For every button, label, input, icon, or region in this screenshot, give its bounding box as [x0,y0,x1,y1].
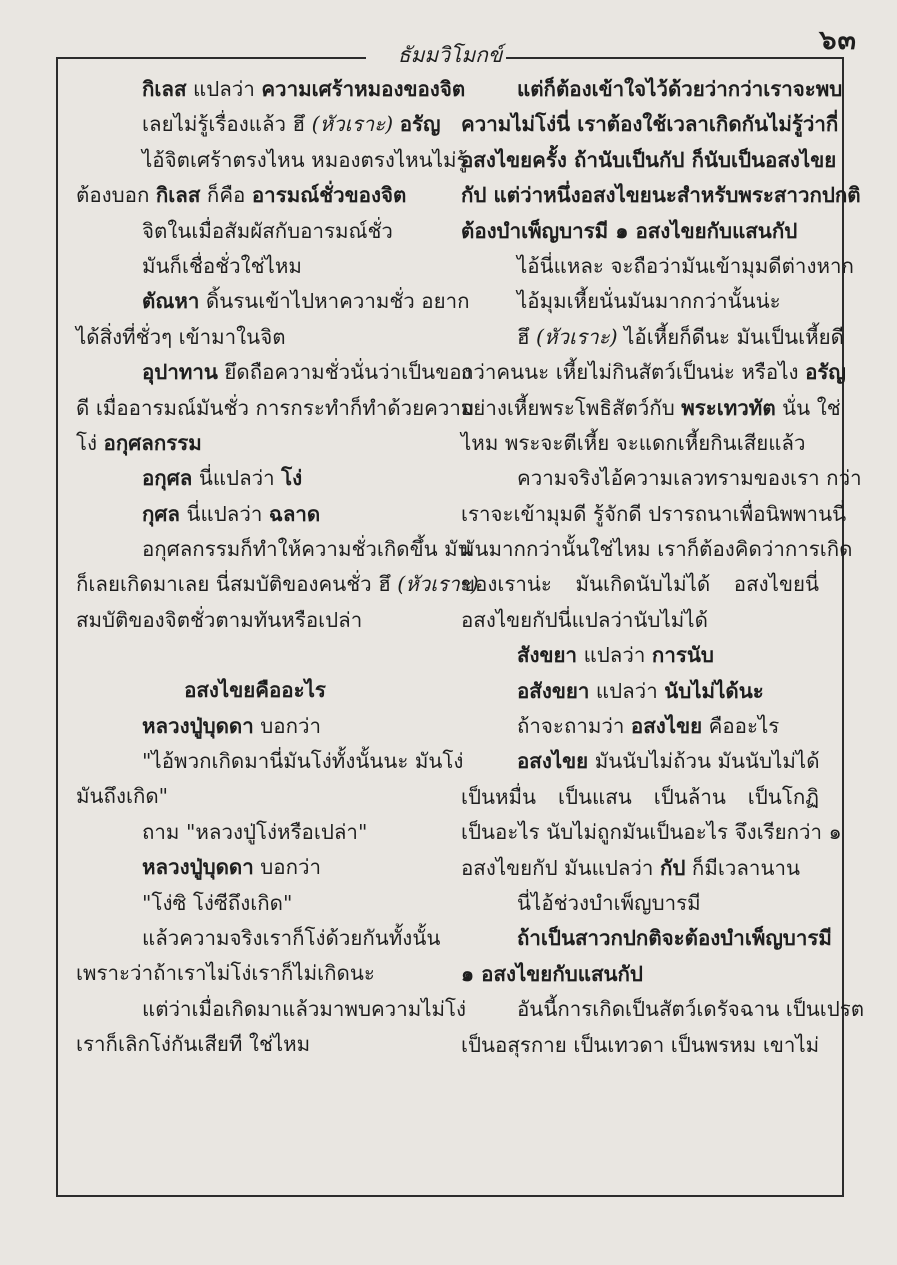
text-line: กุศล นี่แปลว่า ฉลาด [142,501,321,526]
text-line: ไอ้จิตเศร้าตรงไหน หมองตรงไหนไม่รู้ [142,147,468,172]
text-line: อันนี้การเกิดเป็นสัตว์เดรัจฉาน เป็นเปรต [517,997,865,1022]
text-line: แต่ว่าเมื่อเกิดมาแล้วมาพบความไม่โง่ [142,996,467,1021]
text-line: ต้องบอก กิเลส ก็คือ อารมณ์ชั่วของจิต [76,183,407,208]
text-line: เป็นหมื่น เป็นแสน เป็นล้าน เป็นโกฏิ [461,784,819,809]
paragraph-gap [76,638,434,673]
text-line: มันมากกว่านั้นใช่ไหม เราก็ต้องคิดว่าการเกิด [461,537,853,562]
text-line: "โง่ซิ โง่ซีถึงเกิด" [142,890,293,915]
text-line: "ไอ้พวกเกิดมานี่มันโง่ทั้งนั้นนะ มันโง่ [142,749,464,774]
text-line: ฮึ (หัวเราะ) ไอ้เหี้ยก็ดีนะ มันเป็นเหี้ยดี [517,324,844,349]
text-line: กัป แต่ว่าหนึ่งอสงไขยนะสำหรับพระสาวกปกติ [461,183,861,208]
text-line: ความจริงไอ้ความเลวทรามของเรา กว่า [517,466,862,491]
text-line: ถ้าเป็นสาวกปกติจะต้องบำเพ็ญบารมี [517,926,832,951]
text-line: ไอ้มุมเหี้ยนั่นมันมากกว่านั้นน่ะ [517,289,781,314]
text-line: ความไม่โง่นี่ เราต้องใช้เวลาเกิดกันไม่รู้ว่ากี่ [461,112,839,137]
text-line: อย่างเหี้ยพระโพธิสัตว์กับ พระเทวทัต นั่น ใช่ [461,395,841,420]
text-line: อสงไขยครั้ง ถ้านับเป็นกัป ก็นับเป็นอสงไขย [461,147,837,172]
text-line: เป็นอะไร นับไม่ถูกมันเป็นอะไร จึงเรียกว่า ๑ [461,820,842,845]
text-line: ถ้าจะถามว่า อสงไขย คืออะไร [517,714,780,739]
text-line: ถาม "หลวงปู่โง่หรือเปล่า" [142,819,368,844]
text-line: มันก็เชื่อชั่วใช่ไหม [142,253,302,278]
text-line: อกุศล นี่แปลว่า โง่ [142,466,303,491]
right-column [461,72,865,1063]
text-line: โง่ อกุศลกรรม [76,430,202,455]
text-line: จิตในเมื่อสัมผัสกับอารมณ์ชั่ว [142,218,393,243]
page-number: ๖๓ [819,25,857,56]
text-line: อสงไขย มันนับไม่ถ้วน มันนับไม่ได้ [517,749,820,774]
text-line: ของเราน่ะ มันเกิดนับไม่ได้ อสงไขยนี่ [461,572,819,597]
text-line: อกุศลกรรมก็ทำให้ความชั่วเกิดขึ้น มัน [142,537,472,562]
text-line: แต่ก็ต้องเข้าใจไว้ด้วยว่ากว่าเราจะพบ [517,77,843,101]
text-line: กิเลส แปลว่า ความเศร้าหมองของจิต [142,77,466,101]
running-header: ธัมมวิโมกข์ [397,43,503,67]
text-line: ก็เลยเกิดมาเลย นี่สมบัติของคนชั่ว ฮึ (หัวเราะ) [76,572,479,597]
text-line: ได้สิ่งที่ชั่วๆ เข้ามาในจิต [76,324,286,349]
text-line: ดี เมื่ออารมณ์มันชั่ว การกระทำก็ทำด้วยความ [76,395,475,420]
text-line: อุปาทาน ยึดถือความชั่วนั่นว่าเป็นของ [142,360,472,385]
text-line: หลวงปู่บุดดา บอกว่า [142,713,322,738]
text-line: นี่ไอ้ช่วงบำเพ็ญบารมี [517,890,701,915]
text-line: เราจะเข้ามุมดี รู้จักดี ปรารถนาเพื่อนิพพานนี่ [461,501,847,526]
text-line: หลวงปู่บุดดา บอกว่า [142,855,322,880]
left-column [76,72,479,1063]
text-line: ไอ้นี่แหละ จะถือว่ามันเข้ามุมดีต่างหาก [517,253,854,278]
text-line: สมบัติของจิตชั่วตามทันหรือเปล่า [76,607,363,632]
text-line: เป็นอสุรกาย เป็นเทวดา เป็นพรหม เขาไม่ [461,1032,820,1057]
text-line: เราก็เลิกโง่กันเสียที ใช่ไหม [76,1032,311,1057]
text-line: อสงไขยกัป มันแปลว่า กัป ก็มีเวลานาน [461,855,800,880]
text-line: อสงไขยกัปนี่แปลว่านับไม่ได้ [461,607,708,632]
text-line: ไหม พระจะตีเหี้ย จะแดกเหี้ยกินเสียแล้ว [461,430,806,455]
text-line: สังขยา แปลว่า การนับ [517,643,714,668]
text-line: กว่าคนนะ เหี้ยไม่กินสัตว์เป็นน่ะ หรือไง อรัญ [461,360,846,385]
text-line: อสังขยา แปลว่า นับไม่ได้นะ [517,678,764,703]
text-line: เพราะว่าถ้าเราไม่โง่เราก็ไม่เกิดนะ [76,961,375,986]
text-line: มันถึงเกิด" [76,784,169,809]
text-line: ตัณหา ดิ้นรนเข้าไปหาความชั่ว อยาก [142,289,470,314]
text-line: ต้องบำเพ็ญบารมี ๑ อสงไขยกับแสนกัป [461,218,798,243]
text-line: เลยไม่รู้เรื่องแล้ว ฮึ (หัวเราะ) อรัญ [142,112,441,137]
section-heading: อสงไขยคืออะไร [184,678,326,703]
text-line: แล้วความจริงเราก็โง่ด้วยกันทั้งนั้น [142,925,441,950]
text-line: ๑ อสงไขยกับแสนกัป [461,961,643,986]
